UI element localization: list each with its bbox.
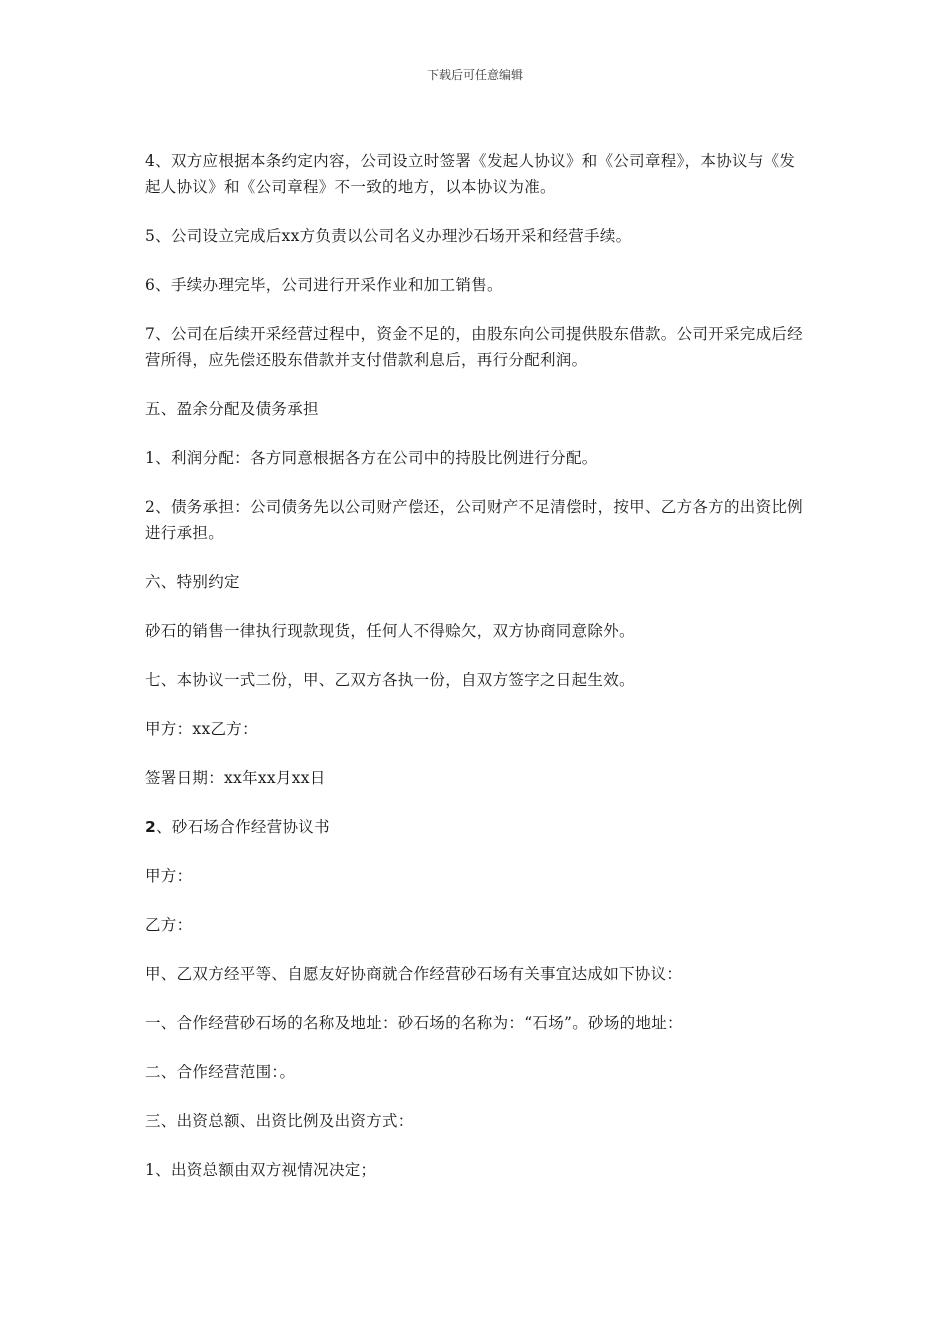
- party-b: 乙方：: [145, 916, 193, 934]
- debt-bearing: 2、债务承担：公司债务先以公司财产偿还，公司财产不足清偿时，按甲、乙方各方的出资比例进行承担。: [145, 498, 803, 542]
- clause-business-scope: 二、合作经营范围：。: [145, 1063, 296, 1081]
- clause-name-address: 一、合作经营砂石场的名称及地址：砂石场的名称为：“石场”。砂场的地址：: [145, 1014, 683, 1032]
- parties-line: 甲方：xx乙方：: [145, 720, 258, 738]
- clause-7: 7、公司在后续开采经营过程中，资金不足的，由股东向公司提供股东借款。公司开采完成后经营所得，应先偿还股东借款并支付借款利息后，再行分配利润。: [145, 325, 803, 369]
- clause-capital-1: 1、出资总额由双方视情况决定；: [145, 1161, 377, 1179]
- agreement-intro: 甲、乙双方经平等、自愿友好协商就合作经营砂石场有关事宜达成如下协议：: [145, 965, 683, 983]
- section-2-number: 2: [145, 818, 157, 836]
- signing-date: 签署日期：xx年xx月xx日: [145, 769, 326, 787]
- document-body: [145, 148, 810, 1206]
- section-2-title-text: 、砂石场合作经营协议书: [156, 818, 330, 836]
- profit-distribution: 1、利润分配：各方同意根据各方在公司中的持股比例进行分配。: [145, 449, 598, 467]
- party-a: 甲方：: [145, 867, 193, 885]
- section-7-heading: 七、本协议一式二份，甲、乙双方各执一份，自双方签字之日起生效。: [145, 671, 635, 689]
- special-agreement: 砂石的销售一律执行现款现货，任何人不得赊欠，双方协商同意除外。: [145, 622, 635, 640]
- section-6-heading: 六、特别约定: [145, 573, 240, 591]
- section-5-heading: 五、盈余分配及债务承担: [145, 400, 319, 418]
- section-2-title: [145, 814, 810, 840]
- clause-4: 4、双方应根据本条约定内容，公司设立时签署《发起人协议》和《公司章程》，本协议与《发起人协议》和《公司章程》不一致的地方，以本协议为准。: [145, 152, 796, 196]
- page-header: 下载后可任意编辑: [426, 68, 523, 82]
- clause-capital: 三、出资总额、出资比例及出资方式：: [145, 1112, 414, 1130]
- clause-5: 5、公司设立完成后xx方负责以公司名义办理沙石场开采和经营手续。: [145, 227, 632, 245]
- clause-6: 6、手续办理完毕，公司进行开采作业和加工销售。: [145, 276, 503, 294]
